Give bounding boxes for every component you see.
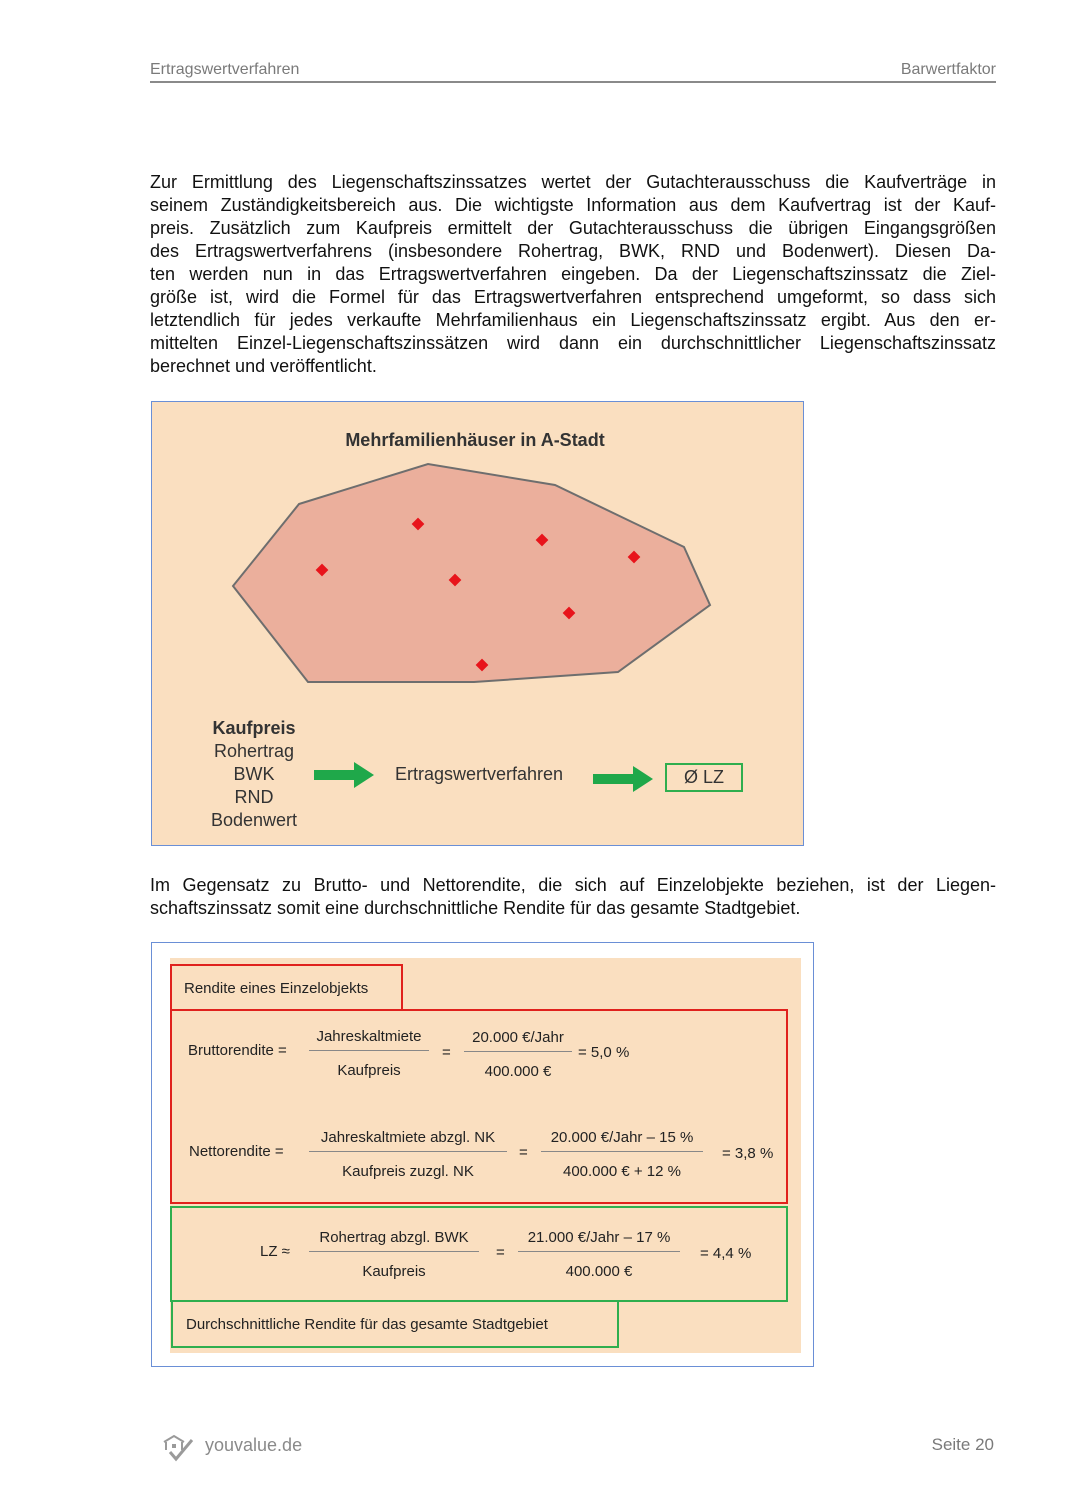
- netto-numerator: Jahreskaltmiete abzgl. NK: [320, 1129, 496, 1146]
- equals-sign: =: [442, 1044, 451, 1061]
- text-line: größe ist, wird die Formel für das Ertragswertverfahren entsprechend umgeformt, so dass sich: [150, 287, 996, 307]
- brutto-value-denominator: 400.000 €: [484, 1063, 552, 1080]
- arrow-right-icon: [593, 766, 655, 792]
- page-header: [150, 61, 996, 83]
- equals-sign: =: [496, 1244, 505, 1261]
- method-label: Ertragswertverfahren: [395, 764, 564, 784]
- text-line: letztendlich für jedes verkaufte Mehrfamilienhaus ein Liegenschaftszinssatz ergibt. Aus den er-: [150, 310, 996, 330]
- brutto-denominator: Kaufpreis: [337, 1062, 401, 1079]
- brutto-label: Bruttorendite =: [188, 1042, 287, 1059]
- fraction-line: [541, 1151, 703, 1152]
- paragraph-intro: [150, 171, 996, 378]
- header-left: Ertragswertverfahren: [150, 61, 300, 78]
- brutto-numerator: Jahreskaltmiete: [316, 1028, 422, 1045]
- page-number: Seite 20: [931, 1435, 994, 1454]
- netto-denominator: Kaufpreis zuzgl. NK: [342, 1163, 474, 1180]
- text-line: preis. Zusätzlich zum Kaufpreis ermittelt der Gutachterausschuss die übrigen Eingangsgrößen: [150, 218, 996, 238]
- city-area-polygon: [233, 464, 710, 682]
- figure-city-map: [151, 401, 804, 846]
- netto-result: = 3,8 %: [722, 1145, 774, 1162]
- lz-value-denominator: 400.000 €: [565, 1263, 633, 1280]
- arrow-right-icon: [314, 762, 376, 788]
- input-bwk: BWK: [233, 764, 275, 784]
- input-kaufpreis: Kaufpreis: [212, 718, 296, 738]
- result-box: Ø LZ: [665, 763, 743, 792]
- fraction-line: [518, 1251, 680, 1252]
- figure-yield-formulas: [151, 942, 814, 1367]
- average-label-box: [171, 1300, 619, 1348]
- fraction-line: [309, 1050, 429, 1051]
- text-line: mittelten Einzel-Liegenschaftszinssätzen wird dann ein durchschnittlicher Liegenschaftszinssatz: [150, 333, 996, 353]
- lz-result: = 4,4 %: [700, 1245, 752, 1262]
- fraction-line: [309, 1151, 507, 1152]
- average-label: Durchschnittliche Rendite für das gesamte Stadtgebiet: [186, 1316, 548, 1333]
- netto-value-denominator: 400.000 € + 12 %: [562, 1163, 681, 1180]
- brutto-result: = 5,0 %: [578, 1044, 630, 1061]
- single-object-label-box: [170, 964, 403, 1011]
- text-line: seinem Zuständigkeitsbereich aus. Die wichtigste Information aus dem Kaufvertrag ist der Kauf-: [150, 195, 996, 215]
- lz-denominator: Kaufpreis: [362, 1263, 426, 1280]
- text-line: des Ertragswertverfahrens (insbesondere Rohertrag, BWK, RND und Bodenwert). Diesen Da-: [150, 241, 996, 261]
- text-line: schaftszinssatz somit eine durchschnittliche Rendite für das gesamte Stadtgebiet.: [150, 898, 801, 918]
- fraction-line: [464, 1051, 572, 1052]
- paragraph-comparison: [150, 874, 996, 920]
- text-line: ten werden nun in das Ertragswertverfahren eingeben. Da der Liegenschaftszinssatz die Ziel-: [150, 264, 996, 284]
- equals-sign: =: [519, 1144, 528, 1161]
- lz-numerator: Rohertrag abzgl. BWK: [319, 1229, 469, 1246]
- text-line: Im Gegensatz zu Brutto- und Nettorendite, die sich auf Einzelobjekte beziehen, ist der Liegen-: [150, 875, 996, 895]
- single-object-label: Rendite eines Einzelobjekts: [184, 980, 369, 997]
- input-rohertrag: Rohertrag: [213, 741, 295, 761]
- youvalue-logo-icon: [160, 1432, 202, 1466]
- footer-brand: youvalue.de: [205, 1435, 303, 1455]
- text-line: berechnet und veröffentlicht.: [150, 356, 377, 376]
- header-right: Barwertfaktor: [900, 61, 996, 78]
- figure-title: Mehrfamilienhäuser in A-Stadt: [345, 430, 605, 450]
- brutto-value-numerator: 20.000 €/Jahr: [472, 1029, 564, 1046]
- netto-label: Nettorendite =: [189, 1143, 284, 1160]
- text-line: Zur Ermittlung des Liegenschaftszinssatzes wertet der Gutachterausschuss die Kaufverträge in: [150, 172, 996, 192]
- lz-value-numerator: 21.000 €/Jahr – 17 %: [527, 1229, 671, 1246]
- fraction-line: [309, 1251, 479, 1252]
- input-list: [192, 717, 316, 832]
- netto-value-numerator: 20.000 €/Jahr – 15 %: [550, 1129, 694, 1146]
- lz-label: LZ ≈: [260, 1243, 290, 1260]
- input-bodenwert: Bodenwert: [210, 810, 298, 830]
- input-rnd: RND: [234, 787, 274, 807]
